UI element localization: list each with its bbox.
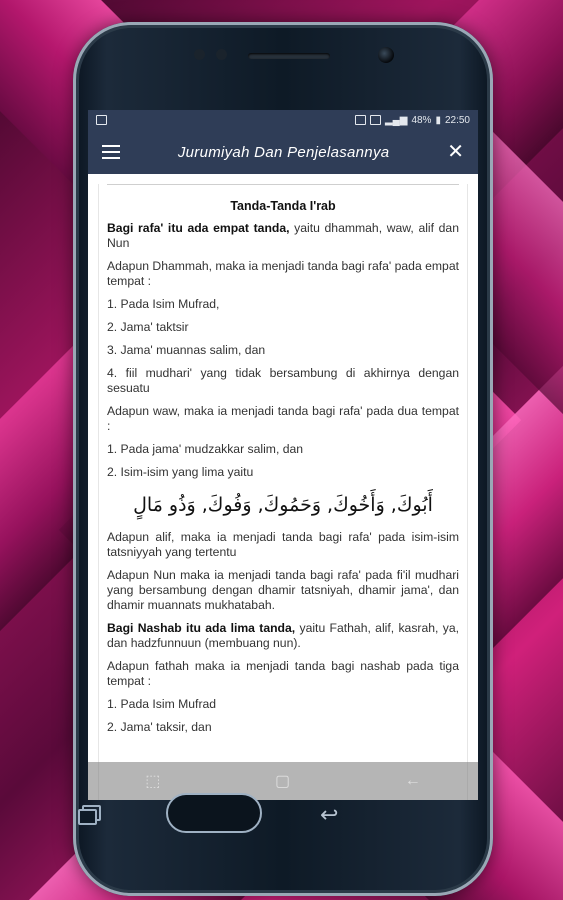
- app-title: Jurumiyah Dan Penjelasannya: [177, 143, 390, 161]
- list-item: 2. Jama' taktsir: [107, 320, 189, 334]
- list-item: 1. Pada Isim Mufrad,: [107, 297, 220, 311]
- recents-icon[interactable]: ⬚: [145, 773, 161, 790]
- home-icon[interactable]: ▢: [274, 773, 291, 790]
- sensor-icon: [216, 49, 227, 60]
- paragraph: Adapun waw, maka ia menjadi tanda bagi rafa' pada dua tempat :: [107, 404, 459, 433]
- hardware-back-icon[interactable]: ↩: [320, 802, 339, 827]
- gallery-notification-icon: [96, 115, 107, 125]
- notification-icon: [355, 115, 366, 125]
- paragraph: Adapun alif, maka ia menjadi tanda bagi rafa' pada isim-isim tatsniyyah yang tertentu: [107, 530, 459, 559]
- article-heading: Tanda-Tanda I'rab: [230, 199, 336, 213]
- list-item: 3. Jama' muannas salim, dan: [107, 343, 266, 357]
- paragraph: Bagi Nashab itu ada lima tanda, yaitu Fathah, alif, kasrah, ya, dan hadzfunnuun (membuang nun).: [107, 621, 459, 650]
- battery-percent: 48%: [411, 114, 432, 126]
- earpiece: [248, 53, 330, 59]
- phone-screen: [88, 110, 478, 800]
- status-bar: [88, 110, 478, 130]
- article-content[interactable]: [88, 174, 478, 800]
- hamburger-icon[interactable]: [102, 145, 120, 159]
- paragraph: Adapun Dhammah, maka ia menjadi tanda bagi rafa' pada empat tempat :: [107, 259, 459, 288]
- paragraph: Bagi rafa' itu ada empat tanda, yaitu dhammah, waw, alif dan Nun: [107, 221, 459, 250]
- list-item: 1. Pada Isim Mufrad: [107, 697, 217, 711]
- list-item: 2. Isim-isim yang lima yaitu: [107, 465, 254, 479]
- app-bar: [88, 130, 478, 174]
- back-icon[interactable]: ←: [404, 772, 421, 789]
- hardware-recents-icon[interactable]: [77, 804, 103, 826]
- arabic-text: أَبُوكَ, وَأَخُوكَ, وَحَمُوكَ, وَفُوكَ, وَذُو مَالٍ: [133, 494, 433, 516]
- hardware-home-button[interactable]: [166, 793, 262, 833]
- list-item: 1. Pada jama' mudzakkar salim, dan: [107, 442, 304, 456]
- divider: [107, 184, 459, 185]
- close-icon[interactable]: ✕: [447, 141, 464, 163]
- battery-icon: ▮: [435, 114, 441, 126]
- clock: 22:50: [444, 114, 470, 126]
- sensor-icon: [194, 49, 205, 60]
- cast-icon: [370, 115, 381, 125]
- signal-icon: ▂▄▆: [384, 114, 408, 126]
- list-item: 2. Jama' taksir, dan: [107, 720, 212, 734]
- front-camera-icon: [378, 47, 394, 63]
- navigation-bar: [88, 762, 478, 800]
- paragraph: Adapun fathah maka ia menjadi tanda bagi nashab pada tiga tempat :: [107, 659, 459, 688]
- list-item: 4. fiil mudhari' yang tidak bersambung di akhirnya dengan sesuatu: [107, 366, 459, 395]
- paragraph: Adapun Nun maka ia menjadi tanda bagi rafa' pada fi'il mudhari yang bersambung dengan dhamir tatsniyah, dhamir jama', dan dhamir muannats mukhatabah.: [107, 568, 459, 612]
